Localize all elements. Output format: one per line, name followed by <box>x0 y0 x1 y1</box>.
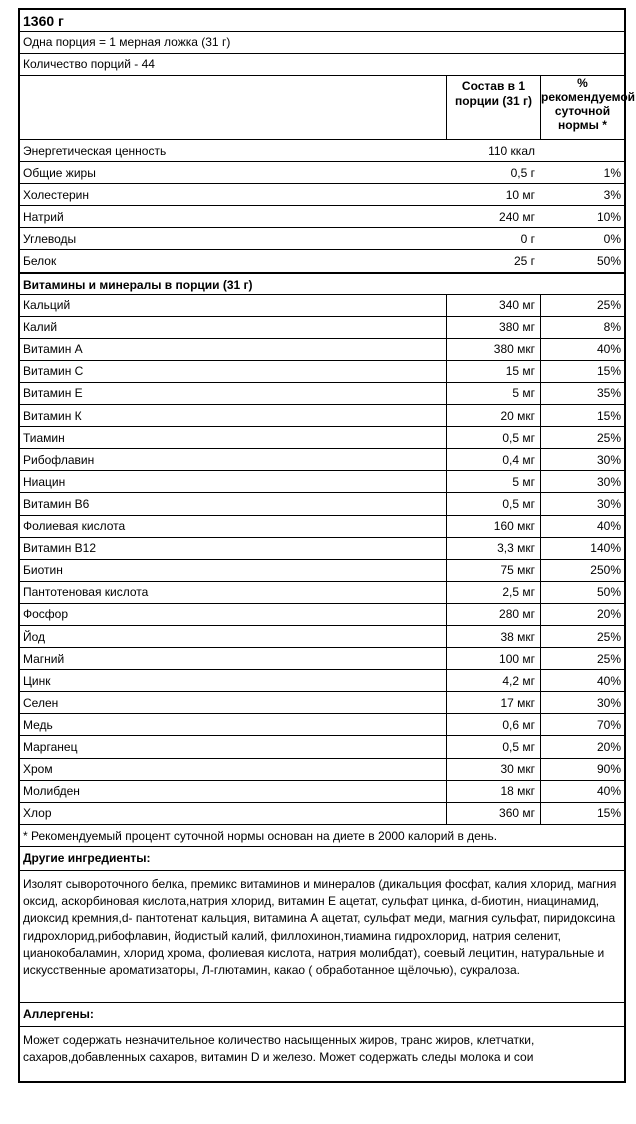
other-ingredients-text: Изолят сывороточного белка, премикс витаминов и минералов (дикальция фосфат, калия хлорид, магния оксид, аскорбиновая кислота,натрия хлорид, витамин Е ацетат, сульфат цинка, d-биотин, ниацинамид, диоксид кремния,d- пантотенат кальция, витамина А ацетат, сульфат меди, магния сульфат, пиридоксина гидрохлорид,рибофлавин, йодистый калий, филлохинон,тиамина гидрохлорид, натрия селенит, цианокобаламин, хлорид хрома, фолиевая кислота, натрия молибдат), соевый лецитин, натуральные и искусственные ароматизаторы, Л-глютамин, какао ( обработанное щёлочью), сукралоза. <box>20 871 624 1003</box>
table-row <box>20 471 624 493</box>
nutrient-name: Углеводы <box>23 231 77 246</box>
nutrient-name: Биотин <box>23 563 63 578</box>
nutrient-amount: 0,4 мг <box>446 449 540 470</box>
vitamins-table <box>20 295 624 825</box>
nutrient-name: Витамин А <box>23 342 83 357</box>
nutrient-name: Тиамин <box>23 430 65 445</box>
nutrient-name: Витамин К <box>23 408 82 423</box>
table-row <box>20 449 624 471</box>
nutrient-amount: 15 мг <box>446 361 540 382</box>
table-row <box>20 427 624 449</box>
table-row <box>20 803 624 825</box>
nutrient-name: Общие жиры <box>23 165 96 180</box>
table-row <box>20 184 624 206</box>
nutrient-amount: 4,2 мг <box>446 670 540 691</box>
table-row <box>20 361 624 383</box>
nutrient-amount: 380 мкг <box>446 339 540 360</box>
nutrient-amount: 160 мкг <box>446 516 540 537</box>
nutrient-amount: 0,5 г <box>510 165 535 180</box>
nutrient-daily-value: 3% <box>603 187 621 202</box>
nutrient-amount: 380 мг <box>446 317 540 338</box>
nutrients-table <box>20 140 624 273</box>
nutrient-name: Белок <box>23 254 57 269</box>
servings-count: Количество порций - 44 <box>20 54 624 76</box>
nutrient-daily-value: 30% <box>540 471 624 492</box>
nutrient-name: Фосфор <box>23 607 69 622</box>
table-row <box>20 317 624 339</box>
table-row <box>20 582 624 604</box>
nutrient-name: Натрий <box>23 209 64 224</box>
table-row <box>20 405 624 427</box>
table-row <box>20 714 624 736</box>
nutrient-name: Кальций <box>23 298 71 313</box>
nutrient-name: Ниацин <box>23 474 66 489</box>
nutrient-amount: 10 мг <box>505 187 535 202</box>
footnote: * Рекомендуемый процент суточной нормы основан на диете в 2000 калорий в день. <box>20 825 624 847</box>
nutrition-label <box>18 8 636 1083</box>
nutrient-daily-value: 10% <box>596 209 621 224</box>
package-weight: 1360 г <box>20 10 624 32</box>
nutrient-daily-value: 30% <box>540 692 624 713</box>
nutrient-daily-value: 40% <box>540 781 624 802</box>
nutrient-daily-value: 8% <box>540 317 624 338</box>
nutrient-daily-value: 40% <box>540 516 624 537</box>
table-row <box>20 604 624 626</box>
allergens-text: Может содержать незначительное количество насыщенных жиров, транс жиров, клетчатки, сахаров,добавленных сахаров, витамин D и железо. Может содержать следы молока и сои <box>23 1032 535 1065</box>
column-header-daily: % рекомендуемой суточной нормы * <box>540 76 624 139</box>
column-header-amount: Состав в 1 порции (31 г) <box>446 76 540 139</box>
nutrient-amount: 2,5 мг <box>446 582 540 603</box>
nutrient-daily-value: 30% <box>540 449 624 470</box>
table-row <box>20 493 624 515</box>
table-row <box>20 759 624 781</box>
nutrient-amount: 100 мг <box>446 648 540 669</box>
nutrient-name: Медь <box>23 717 53 732</box>
nutrient-amount: 17 мкг <box>446 692 540 713</box>
table-row <box>20 670 624 692</box>
table-row <box>20 781 624 803</box>
nutrient-name: Калий <box>23 320 58 335</box>
table-row <box>20 736 624 758</box>
nutrient-amount: 340 мг <box>446 295 540 316</box>
nutrient-name: Марганец <box>23 739 78 754</box>
table-row <box>20 383 624 405</box>
vitamins-section-title: Витамины и минералы в порции (31 г) <box>20 273 624 295</box>
nutrient-amount: 0,5 мг <box>446 736 540 757</box>
nutrient-amount: 0,6 мг <box>446 714 540 735</box>
nutrient-name: Витамин Е <box>23 386 83 401</box>
nutrient-daily-value: 40% <box>540 339 624 360</box>
nutrient-name: Молибден <box>23 784 80 799</box>
nutrient-daily-value: 20% <box>540 604 624 625</box>
nutrient-daily-value <box>540 140 624 161</box>
nutrient-amount: 110 ккал <box>488 143 535 158</box>
table-row <box>20 692 624 714</box>
nutrient-amount: 360 мг <box>446 803 540 824</box>
nutrient-daily-value: 20% <box>540 736 624 757</box>
nutrient-daily-value: 50% <box>596 254 621 269</box>
nutrient-daily-value: 35% <box>540 383 624 404</box>
nutrient-daily-value: 140% <box>540 538 624 559</box>
nutrient-name: Хром <box>23 762 53 777</box>
table-row <box>20 295 624 317</box>
nutrient-name: Рибофлавин <box>23 452 95 467</box>
nutrient-name: Цинк <box>23 673 51 688</box>
nutrient-daily-value: 30% <box>540 493 624 514</box>
column-header-row <box>20 76 636 140</box>
table-row <box>20 648 624 670</box>
table-row <box>20 626 624 648</box>
nutrient-amount: 0 г <box>520 231 535 246</box>
nutrient-daily-value: 15% <box>540 803 624 824</box>
allergens-title: Аллергены: <box>20 1003 624 1027</box>
table-row <box>20 228 624 250</box>
serving-size: Одна порция = 1 мерная ложка (31 г) <box>20 32 624 54</box>
nutrient-daily-value: 70% <box>540 714 624 735</box>
nutrient-name: Магний <box>23 651 65 666</box>
nutrient-daily-value: 25% <box>540 626 624 647</box>
nutrient-name: Селен <box>23 695 59 710</box>
nutrient-amount: 0,5 мг <box>446 493 540 514</box>
table-row <box>20 206 624 228</box>
nutrient-daily-value: 250% <box>540 560 624 581</box>
nutrient-daily-value: 50% <box>540 582 624 603</box>
nutrient-name: Витамин С <box>23 364 84 379</box>
nutrient-name: Хлор <box>23 806 52 821</box>
nutrient-daily-value: 15% <box>540 361 624 382</box>
nutrient-name: Энергетическая ценность <box>23 143 167 158</box>
nutrient-daily-value: 90% <box>540 759 624 780</box>
nutrient-daily-value: 25% <box>540 295 624 316</box>
nutrient-name: Фолиевая кислота <box>23 519 126 534</box>
nutrient-name: Холестерин <box>23 187 89 202</box>
table-row <box>20 560 624 582</box>
table-row <box>20 162 624 184</box>
nutrient-name: Йод <box>23 629 46 644</box>
nutrient-amount: 5 мг <box>446 383 540 404</box>
table-row <box>20 538 624 560</box>
nutrient-daily-value: 40% <box>540 670 624 691</box>
nutrient-name: Пантотеновая кислота <box>23 585 149 600</box>
nutrient-daily-value: 25% <box>540 648 624 669</box>
nutrient-name: Витамин В12 <box>23 541 97 556</box>
nutrient-amount: 20 мкг <box>446 405 540 426</box>
nutrient-amount: 30 мкг <box>446 759 540 780</box>
table-row <box>20 339 624 361</box>
nutrient-amount: 280 мг <box>446 604 540 625</box>
nutrient-amount: 5 мг <box>446 471 540 492</box>
nutrient-daily-value: 15% <box>540 405 624 426</box>
nutrient-amount: 3,3 мкг <box>446 538 540 559</box>
nutrient-daily-value: 1% <box>603 165 621 180</box>
nutrient-amount: 38 мкг <box>446 626 540 647</box>
nutrient-amount: 75 мкг <box>446 560 540 581</box>
nutrient-amount: 0,5 мг <box>446 427 540 448</box>
nutrient-name: Витамин В6 <box>23 496 90 511</box>
nutrient-daily-value: 25% <box>540 427 624 448</box>
table-row <box>20 516 624 538</box>
nutrient-amount: 240 мг <box>499 209 535 224</box>
other-ingredients-title: Другие ингредиенты: <box>20 847 624 871</box>
column-header-name <box>20 76 446 139</box>
nutrient-daily-value: 0% <box>603 231 621 246</box>
table-row <box>20 250 624 272</box>
nutrient-amount: 25 г <box>513 254 535 269</box>
nutrient-amount: 18 мкг <box>446 781 540 802</box>
table-row <box>20 140 624 162</box>
